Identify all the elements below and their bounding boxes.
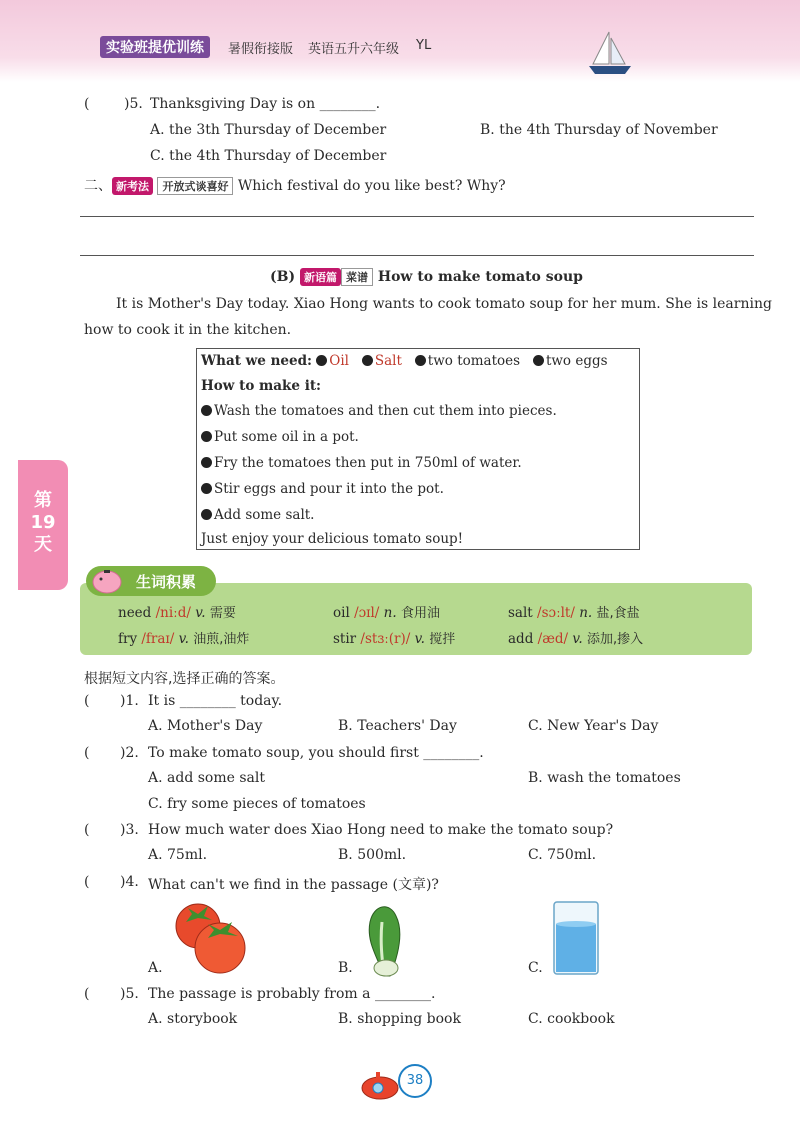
bullet-icon	[201, 405, 212, 416]
ingredient-item: two tomatoes	[427, 353, 521, 369]
bullet-icon	[533, 355, 544, 366]
passage-title: How to make tomato soup	[377, 269, 583, 285]
vocab-word: stir	[333, 631, 357, 647]
piggy-bank-icon	[90, 566, 124, 596]
question-text: How much water does Xiao Hong need to make the tomato soup?	[148, 822, 614, 838]
vocab-item	[508, 602, 640, 621]
ingredient-item: Salt	[374, 353, 402, 369]
option-b: B. shopping book	[338, 1011, 461, 1027]
new-passage-tag: 新语篇	[300, 268, 341, 286]
vocab-meaning: 需要	[209, 606, 236, 621]
option-c: C. cookbook	[528, 1011, 615, 1027]
option-a: A. Mother's Day	[148, 718, 263, 734]
day-label: 第19天	[30, 490, 56, 555]
answer-line	[80, 255, 754, 256]
question-number: )5.	[124, 96, 143, 112]
vocab-item	[118, 602, 236, 621]
vocab-item	[333, 602, 440, 621]
open-question-text: Which festival do you like best? Why?	[237, 178, 506, 194]
ingredient-item: two eggs	[545, 353, 608, 369]
option-a: A. storybook	[148, 1011, 238, 1027]
option-c: C.	[528, 960, 543, 976]
question-number: )3.	[120, 822, 139, 838]
option-a: A. 75ml.	[148, 847, 208, 863]
step-text: Put some oil in a pot.	[214, 429, 359, 445]
vocab-title: 生词积累	[136, 573, 197, 591]
sailboat-icon	[585, 30, 635, 76]
vocab-pos: v.	[414, 631, 425, 647]
recipe-ending: Just enjoy your delicious tomato soup!	[201, 531, 464, 547]
question-number: )1.	[120, 693, 139, 709]
passage-line-2: how to cook it in the kitchen.	[84, 322, 292, 338]
vocab-meaning: 盐,食盐	[596, 606, 640, 621]
answer-paren: (	[84, 822, 90, 838]
how-label: How to make it:	[201, 378, 322, 394]
bullet-icon	[201, 457, 212, 468]
vocab-item	[333, 628, 455, 647]
part-number: 二、	[84, 178, 112, 194]
recipe-step	[201, 429, 359, 445]
answer-paren: (	[84, 96, 90, 112]
recipe-step	[201, 455, 522, 471]
vocab-item	[508, 628, 643, 647]
page-number: 38	[398, 1064, 432, 1098]
cabbage-image	[356, 898, 414, 978]
water-glass-image	[550, 898, 602, 978]
step-text: Add some salt.	[214, 507, 315, 523]
option-a: A. the 3th Thursday of December	[150, 122, 387, 138]
recipe-step	[201, 481, 444, 497]
vocab-ipa: /æd/	[537, 631, 569, 647]
vocab-word: salt	[508, 605, 533, 621]
question-text: The passage is probably from a ________.	[148, 986, 436, 1002]
option-c: C. New Year's Day	[528, 718, 659, 734]
page-header	[0, 0, 800, 82]
option-c: C. 750ml.	[528, 847, 597, 863]
question-text: Thanksgiving Day is on ________.	[150, 96, 381, 112]
option-b: B. the 4th Thursday of November	[480, 122, 718, 138]
tomato-image	[168, 898, 254, 976]
question-number: )4.	[120, 874, 139, 890]
answer-line	[80, 216, 754, 217]
open-question	[84, 175, 506, 195]
option-b: B. wash the tomatoes	[528, 770, 681, 786]
vocab-pos: v.	[195, 605, 206, 621]
vocab-word: oil	[333, 605, 350, 621]
bullet-icon	[201, 509, 212, 520]
vocab-meaning: 搅拌	[429, 632, 456, 647]
step-text: Stir eggs and pour it into the pot.	[214, 481, 444, 497]
version-label: YL	[416, 38, 432, 53]
recipe-tag: 菜谱	[341, 268, 373, 286]
bullet-icon	[316, 355, 327, 366]
answer-paren: (	[84, 745, 90, 761]
question-text: What can't we find in the passage (文章)?	[148, 877, 439, 893]
vocab-pos: n.	[579, 605, 593, 621]
vocab-ipa: /ɔɪl/	[354, 605, 380, 621]
question-text: To make tomato soup, you should first ________.	[148, 745, 484, 761]
vocab-ipa: /sɔːlt/	[537, 605, 575, 621]
vocab-word: add	[508, 631, 534, 647]
question-text: It is ________ today.	[148, 693, 283, 709]
ingredients-line	[201, 353, 608, 369]
question-number: )5.	[120, 986, 139, 1002]
bullet-icon	[415, 355, 426, 366]
option-a: A. add some salt	[148, 770, 265, 786]
recipe-step	[201, 507, 314, 523]
edition-label: 暑假衔接版	[228, 42, 294, 57]
open-preference-tag: 开放式谈喜好	[157, 177, 233, 195]
ingredient-item: Oil	[329, 353, 349, 369]
recipe-box	[196, 348, 640, 550]
answer-paren: (	[84, 874, 90, 890]
vocab-ipa: /stɜː(r)/	[360, 631, 411, 647]
option-b: B.	[338, 960, 353, 976]
new-method-tag: 新考法	[112, 177, 153, 195]
answer-paren: (	[84, 693, 90, 709]
instruction: 根据短文内容,选择正确的答案。	[84, 671, 285, 687]
need-label: What we need:	[201, 353, 312, 369]
vocab-meaning: 油煎,油炸	[193, 632, 250, 647]
section-b-title	[270, 268, 583, 286]
subject-label: 英语五升六年级	[308, 42, 400, 57]
bullet-icon	[201, 483, 212, 494]
option-a: A.	[148, 960, 163, 976]
vocab-pos: v.	[178, 631, 189, 647]
step-text: Wash the tomatoes and then cut them into pieces.	[214, 403, 557, 419]
option-b: B. 500ml.	[338, 847, 407, 863]
section-label: (B)	[270, 269, 296, 285]
recipe-step	[201, 403, 557, 419]
vocab-ipa: /niːd/	[155, 605, 191, 621]
vocab-pos: v.	[572, 631, 583, 647]
option-c: C. the 4th Thursday of December	[150, 148, 387, 164]
bullet-icon	[362, 355, 373, 366]
brand-label: 实验班提优训练	[100, 36, 210, 58]
bullet-icon	[201, 431, 212, 442]
vocab-word: need	[118, 605, 152, 621]
vocab-word: fry	[118, 631, 138, 647]
step-text: Fry the tomatoes then put in 750ml of water.	[214, 455, 522, 471]
vocab-meaning: 食用油	[400, 606, 440, 621]
passage-line-1: It is Mother's Day today. Xiao Hong wants to cook tomato soup for her mum. She is learning	[116, 296, 772, 312]
submarine-icon	[356, 1062, 404, 1102]
answer-paren: (	[84, 986, 90, 1002]
vocab-ipa: /fraɪ/	[141, 631, 175, 647]
vocab-pos: n.	[383, 605, 397, 621]
option-c: C. fry some pieces of tomatoes	[148, 796, 366, 812]
vocab-item	[118, 628, 249, 647]
option-b: B. Teachers' Day	[338, 718, 457, 734]
vocab-meaning: 添加,掺入	[587, 632, 644, 647]
question-number: )2.	[120, 745, 139, 761]
